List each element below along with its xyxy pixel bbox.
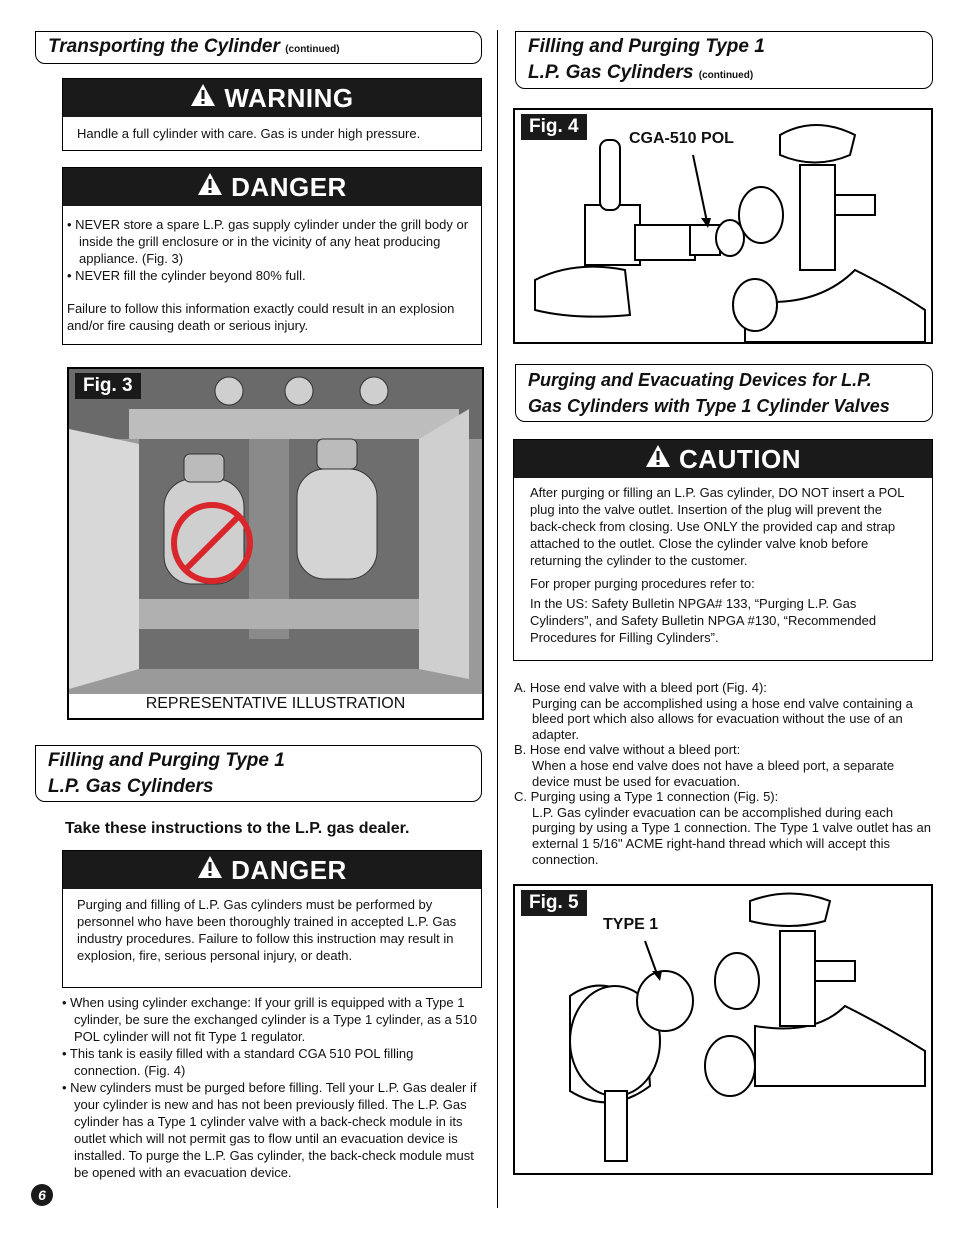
list-item: • This tank is easily filled with a standard CGA 510 POL filling connection. (Fig. 4)	[62, 1046, 414, 1078]
warning-label: WARNING	[224, 82, 354, 113]
danger-label: DANGER	[231, 854, 347, 885]
figure-label: Fig. 3	[75, 373, 141, 399]
list-item-body: L.P. Gas cylinder evacuation can be accomplished during each purging by using a Type 1 connection. The Type 1 valve outlet has an external 1 5/16" ACME right-hand thread which will accept this connection.	[532, 804, 931, 867]
danger-bullets	[67, 216, 477, 284]
caution-label: CAUTION	[679, 443, 801, 474]
danger-text: Purging and filling of L.P. Gas cylinders must be performed by personnel who have been thoroughly trained in accepted L.P. Gas industry procedures. Failure to follow this instruction may result in explosion, fire, serious personal injury, or death.	[77, 897, 457, 963]
list-item	[514, 742, 934, 789]
page-number	[31, 1184, 53, 1206]
figure-caption: REPRESENTATIVE ILLUSTRATION	[145, 695, 406, 712]
figure-callout: TYPE 1	[603, 916, 659, 933]
warning-box	[62, 78, 482, 151]
danger-bar	[63, 168, 481, 206]
column-divider	[497, 30, 498, 1208]
grill-cabinet-photo	[69, 369, 482, 694]
figure-label: Fig. 5	[521, 890, 587, 916]
warning-text: Handle a full cylinder with care. Gas is under high pressure.	[77, 126, 421, 141]
section-header-filling-cont	[515, 31, 933, 89]
page-number-text: 6	[38, 1187, 46, 1203]
list-item: • When using cylinder exchange: If your grill is equipped with a Type 1 cylinder, be sure the exchanged cylinder is a Type 1 cylinder, as a 510 POL cylinder will not fit Type 1 regulator.	[62, 995, 478, 1044]
figure-5	[513, 884, 933, 1175]
figure-callout: CGA-510 POL	[629, 130, 734, 147]
section-title-line-1: Filling and Purging Type 1	[528, 36, 765, 57]
danger-box-2	[62, 850, 482, 988]
bullet-list	[62, 994, 480, 1181]
section-header-transport	[35, 31, 482, 64]
figure-label: Fig. 4	[521, 114, 587, 140]
list-item: • New cylinders must be purged before filling. Tell your L.P. Gas dealer if your cylinder is new and has not been previously filled. The L.P. Gas cylinder has a Type 1 cylinder valve with a back-check module in its outlet which will not permit gas to flow until an evacuation device is installed. To purge the L.P. Gas cylinder, the back-check module must be opened with an evacuation device.	[62, 1080, 477, 1180]
section-header-filling	[35, 745, 482, 802]
caution-ref: For proper purging procedures refer to:	[530, 576, 755, 591]
list-item-heading: B. Hose end valve without a bleed port:	[514, 742, 741, 758]
section-title-line-1: Filling and Purging Type 1	[48, 750, 285, 771]
warning-triangle-icon	[197, 172, 223, 203]
danger-footer: Failure to follow this information exactly could result in an explosion and/or fire causing death or serious injury.	[67, 301, 455, 333]
danger-bar	[63, 851, 481, 889]
section-title: Transporting the Cylinder	[48, 36, 280, 57]
list-item	[514, 680, 934, 742]
caution-ref-detail: In the US: Safety Bulletin NPGA# 133, “Purging L.P. Gas Cylinders”, and Safety Bulletin NPGA #130, “Recommended Procedures for Filling Cylinders”.	[530, 596, 877, 645]
list-item	[514, 789, 934, 867]
list-item: • NEVER store a spare L.P. gas supply cylinder under the grill body or inside the grill enclosure or in the vicinity of any heat producing appliance. (Fig. 3)	[67, 217, 469, 266]
caution-box	[513, 439, 933, 661]
purging-method-list	[514, 680, 934, 867]
continued-note: (continued)	[698, 70, 754, 81]
section-header-purging	[515, 364, 933, 422]
list-item-body: When a hose end valve does not have a bleed port, a separate device must be used for evacuation.	[532, 757, 895, 789]
continued-note: (continued)	[285, 44, 340, 55]
section-title-line-2: Gas Cylinders with Type 1 Cylinder Valves	[528, 396, 890, 416]
type-1-connection-illustration	[515, 886, 931, 1173]
danger-label: DANGER	[231, 171, 347, 202]
dealer-note: Take these instructions to the L.P. gas dealer.	[65, 820, 410, 837]
warning-triangle-icon	[197, 855, 223, 886]
section-title-line-2: L.P. Gas Cylinders	[48, 776, 214, 797]
caution-bar	[514, 440, 932, 478]
danger-box-1	[62, 167, 482, 345]
caution-text: After purging or filling an L.P. Gas cylinder, DO NOT insert a POL plug into the valve outlet. Insertion of the plug will prevent the back-check from closing. Use ONLY the provided cap and strap attached to the outlet. Close the cylinder valve knob before returning the cylinder to the customer.	[530, 485, 905, 568]
figure-4	[513, 108, 933, 344]
figure-3	[67, 367, 484, 720]
section-title-line-1: Purging and Evacuating Devices for L.P.	[528, 370, 872, 390]
list-item-body: Purging can be accomplished using a hose end valve containing a bleed port which also allows for evacuation without the use of an adapter.	[532, 695, 913, 742]
list-item-heading: A. Hose end valve with a bleed port (Fig. 4):	[514, 680, 767, 695]
warning-bar	[63, 79, 481, 117]
section-title-line-2: L.P. Gas Cylinders	[528, 62, 694, 83]
list-item: • NEVER fill the cylinder beyond 80% full.	[67, 268, 306, 283]
list-item-heading: C. Purging using a Type 1 connection (Fig. 5):	[514, 789, 779, 805]
warning-triangle-icon	[190, 83, 216, 114]
warning-triangle-icon	[645, 444, 671, 475]
